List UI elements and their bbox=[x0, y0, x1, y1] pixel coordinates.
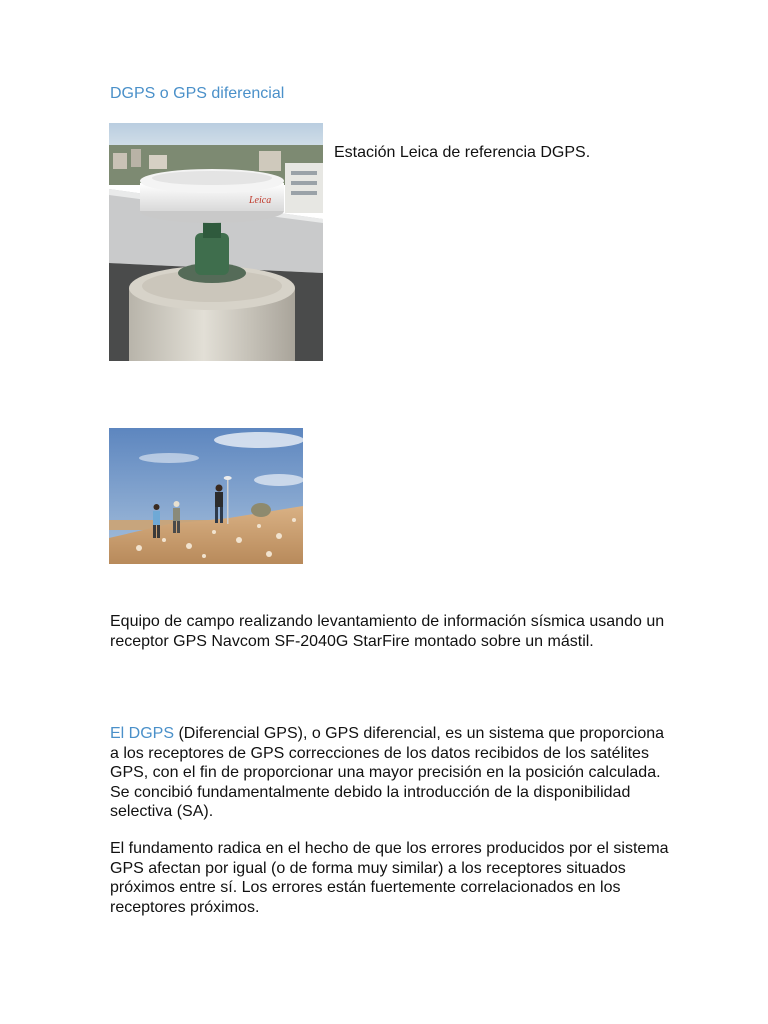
field-survey-illustration bbox=[109, 428, 303, 564]
dgps-link[interactable]: El DGPS bbox=[110, 725, 175, 742]
dgps-fundamentals-paragraph: El fundamento radica en el hecho de que los errores producidos por el sistema GPS afectan por igual (o de forma muy similar) a los receptores situados próximos entre sí. Los errores están fuertemente correlacionados en los receptores próximos. bbox=[110, 840, 669, 916]
leica-station-illustration bbox=[109, 123, 323, 361]
figure1-caption: Estación Leica de referencia DGPS. bbox=[334, 144, 591, 161]
leica-logo: Leica bbox=[249, 195, 272, 206]
page-title: DGPS o GPS diferencial bbox=[110, 85, 285, 102]
figure2-caption: Equipo de campo realizando levantamiento de información sísmica usando un receptor GPS Navcom SF-2040G StarFire montado sobre un mástil. bbox=[110, 613, 665, 650]
field-survey-photo bbox=[109, 428, 303, 564]
leica-station-photo bbox=[109, 123, 323, 361]
dgps-definition-text: (Diferencial GPS), o GPS diferencial, es un sistema que proporciona a los receptores de GPS correcciones de los datos recibidos de los satélites GPS, con el fin de proporcionar una mayor precisión en la posición calculada. Se concibió fundamentalmente debido la introducción de la disponibilidad selectiva (SA). bbox=[110, 725, 665, 820]
dgps-definition-paragraph bbox=[110, 724, 670, 822]
